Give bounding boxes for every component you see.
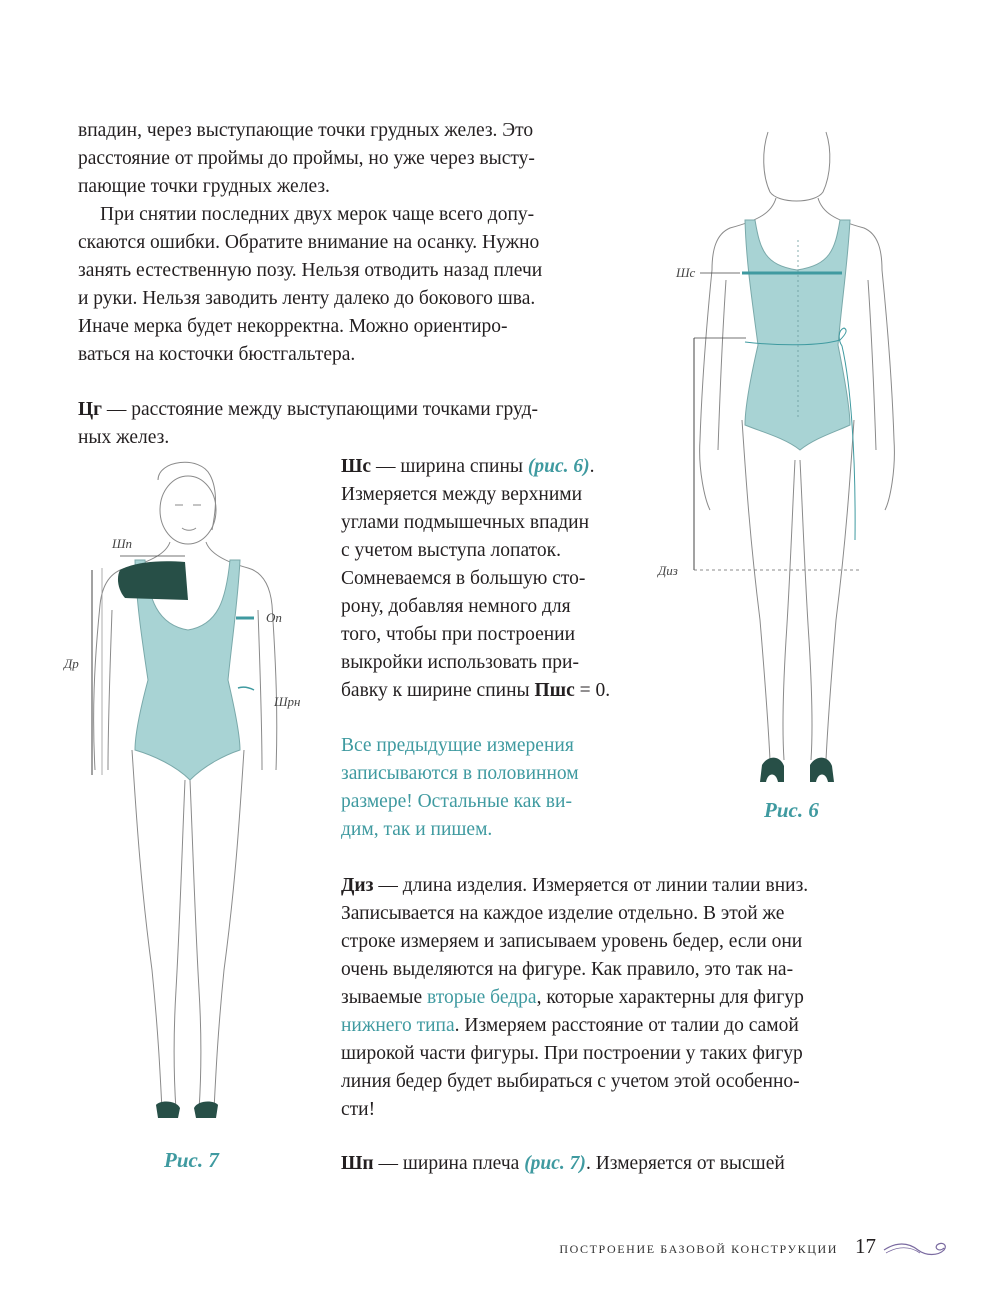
figure-7-label-op: Оп [266, 610, 282, 625]
intro-line: расстояние от проймы до проймы, но уже через высту- [78, 148, 535, 169]
para2-line: занять естественную позу. Нельзя отводить назад плечи [78, 260, 543, 281]
shp-figure-ref: (рис. 7) [524, 1153, 586, 1174]
shs-figure-ref: (рис. 6) [527, 456, 590, 477]
diz-line: Записывается на каждое изделие отдельно. В этой же [341, 903, 785, 924]
shs-definition [341, 453, 651, 705]
cg-definition [78, 396, 638, 452]
highlight-note [341, 732, 651, 844]
diz-text: — длина изделия. Измеряется от линии талии вниз. [373, 875, 809, 896]
note-line: записываются в половинном [341, 763, 579, 784]
figure-6-left-shoe [760, 758, 784, 782]
para2-line: и руки. Нельзя заводить ленту далеко до бокового шва. [78, 288, 536, 309]
shs-text: — ширина спины [371, 456, 528, 477]
note-line: размере! Остальные как ви- [341, 791, 572, 812]
shs-line: углами подмышечных впадин [341, 512, 590, 533]
figure-6-caption: Рис. 6 [764, 798, 819, 822]
shs-last-line: бавку к ширине спины [341, 680, 535, 701]
figure-7-right-shoe [194, 1102, 218, 1118]
diz-line: линия бедер будет выбираться с учетом этой особенно- [341, 1071, 800, 1092]
shp-definition [341, 1150, 901, 1178]
shp-text: — ширина плеча [373, 1153, 525, 1174]
diz-line: . Измеряем расстояние от талии до самой [454, 1015, 799, 1036]
shs-line: того, чтобы при построении [341, 624, 576, 645]
footer-section-title: ПОСТРОЕНИЕ БАЗОВОЙ КОНСТРУКЦИИ [559, 1242, 838, 1256]
diz-line: сти! [341, 1099, 376, 1120]
shs-term: Шс [341, 456, 372, 477]
figure-6-label-shs: Шс [676, 265, 696, 280]
figure-7-shoulder-patch [118, 561, 188, 600]
para2-line: ваться на косточки бюстгальтера. [78, 344, 356, 365]
figure-6-illustration [650, 120, 950, 800]
diz-line: широкой части фигуры. При построении у таких фигур [341, 1043, 803, 1064]
intro-paragraph [78, 117, 638, 369]
shs-line: Сомневаемся в большую сто- [341, 568, 586, 589]
shp-term: Шп [341, 1153, 374, 1174]
link-second-hips[interactable]: вторые бедра [427, 987, 537, 1008]
pshs-term: Пшс [534, 680, 575, 701]
diz-line: строке измеряем и записываем уровень бедер, если они [341, 931, 803, 952]
figure-7-illustration [40, 450, 340, 1150]
shs-line: рону, добавляя немного для [341, 596, 571, 617]
link-lower-type[interactable]: нижнего типа [341, 1015, 455, 1036]
diz-term: Диз [341, 875, 374, 896]
para2-line: скаются ошибки. Обратите внимание на осанку. Нужно [78, 232, 540, 253]
diz-line: зываемые [341, 987, 428, 1008]
cg-text: — расстояние между выступающими точками груд- [102, 399, 538, 420]
shs-after-ref: . [589, 456, 595, 477]
shs-line: выкройки использовать при- [341, 652, 579, 673]
figure-6-right-shoe [810, 758, 834, 782]
figure-7-left-shoe [156, 1102, 180, 1118]
diz-line: очень выделяются на фигуре. Как правило, это так на- [341, 959, 794, 980]
intro-line: впадин, через выступающие точки грудных желез. Это [78, 120, 534, 141]
figure-6-label-diz: Диз [658, 563, 678, 578]
page-number: 17 [855, 1234, 876, 1258]
figure-6-bodysuit [745, 220, 850, 450]
cg-text-line2: ных желез. [78, 427, 170, 448]
para2-line: Иначе мерка будет некорректна. Можно ориентиро- [78, 316, 508, 337]
shs-last-after: = 0. [574, 680, 611, 701]
cg-term: Цг [78, 399, 103, 420]
figure-7-label-shrn: Шрн [274, 694, 301, 709]
intro-line: пающие точки грудных желез. [78, 176, 330, 197]
para2-line: При снятии последних двух мерок чаще всего допу- [100, 204, 535, 225]
diz-definition [341, 872, 901, 1124]
figure-7-label-dr: Др [64, 656, 79, 671]
figure-7-silhouette [94, 462, 277, 1110]
figure-7-label-shp: Шп [112, 536, 133, 551]
note-line: Все предыдущие измерения [341, 735, 574, 756]
page-footer [0, 1234, 1000, 1264]
note-line: дим, так и пишем. [341, 819, 493, 840]
figure-7-caption: Рис. 7 [164, 1148, 219, 1172]
shp-after: . Измеряется от высшей [585, 1153, 785, 1174]
shs-line: с учетом выступа лопаток. [341, 540, 561, 561]
diz-line: , которые характерны для фигур [536, 987, 804, 1008]
shs-line: Измеряется между верхними [341, 484, 583, 505]
ornament-icon [882, 1238, 962, 1260]
